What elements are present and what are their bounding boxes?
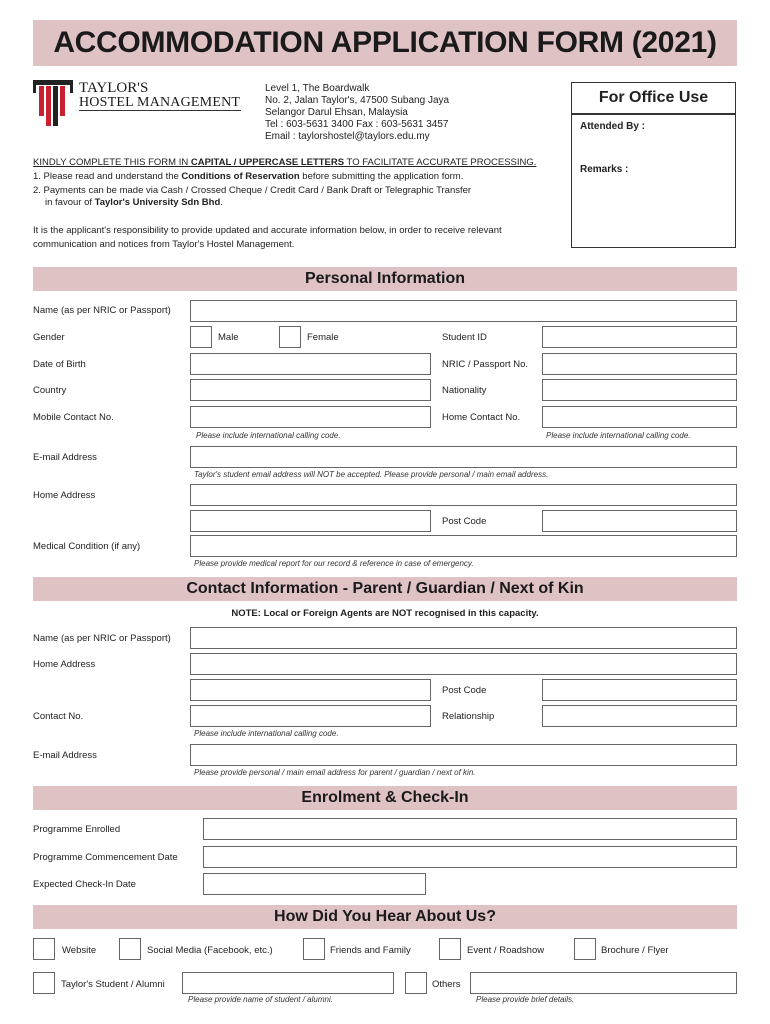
student-name-field[interactable] — [182, 972, 394, 994]
others-hint: Please provide brief details. — [476, 995, 575, 1004]
home-address-field-2[interactable] — [190, 510, 431, 532]
instruction-capital-letters: KINDLY COMPLETE THIS FORM IN CAPITAL / UPPERCASE LETTERS TO FACILITATE ACCURATE PROCESSING. — [33, 157, 537, 168]
guardian-email-label: E-mail Address — [33, 750, 97, 761]
dob-label: Date of Birth — [33, 359, 86, 370]
mobile-label: Mobile Contact No. — [33, 412, 114, 423]
nric-label: NRIC / Passport No. — [442, 359, 529, 370]
friends-family-label: Friends and Family — [330, 945, 411, 956]
others-field[interactable] — [470, 972, 737, 994]
gender-female-label: Female — [307, 332, 339, 343]
home-contact-hint: Please include international calling code. — [546, 431, 691, 440]
responsibility-line-1: It is the applicant's responsibility to provide updated and accurate information below, in order to receive relevant — [33, 225, 502, 236]
guardian-name-field[interactable] — [190, 627, 737, 649]
relationship-label: Relationship — [442, 711, 495, 722]
guardian-email-field[interactable] — [190, 744, 737, 766]
medical-hint: Please provide medical report for our record & reference in case of emergency. — [194, 559, 474, 568]
student-id-field[interactable] — [542, 326, 737, 348]
applicant-name-label: Name (as per NRIC or Passport) — [33, 305, 171, 316]
commencement-field[interactable] — [203, 846, 737, 868]
gender-label: Gender — [33, 332, 65, 343]
student-id-label: Student ID — [442, 332, 487, 343]
guardian-post-code-label: Post Code — [442, 685, 487, 696]
programme-field[interactable] — [203, 818, 737, 840]
website-label: Website — [62, 945, 97, 956]
gender-female-checkbox[interactable] — [279, 326, 301, 348]
brochure-checkbox[interactable] — [574, 938, 596, 960]
commencement-label: Programme Commencement Date — [33, 852, 178, 863]
post-code-label: Post Code — [442, 516, 487, 527]
home-contact-field[interactable] — [542, 406, 737, 428]
student-name-hint: Please provide name of student / alumni. — [188, 995, 333, 1004]
dob-field[interactable] — [190, 353, 431, 375]
address-line-3: Selangor Darul Ehsan, Malaysia — [265, 107, 408, 118]
nric-field[interactable] — [542, 353, 737, 375]
nationality-field[interactable] — [542, 379, 737, 401]
email-field[interactable] — [190, 446, 737, 468]
section-heading: Enrolment & Check-In — [301, 789, 469, 806]
social-media-label: Social Media (Facebook, etc.) — [147, 945, 273, 956]
relationship-field[interactable] — [542, 705, 737, 727]
logo-text-taylors: TAYLOR'S — [79, 80, 149, 96]
logo-mark-icon — [33, 80, 73, 128]
event-roadshow-label: Event / Roadshow — [467, 945, 545, 956]
home-address-field-1[interactable] — [190, 484, 737, 506]
instruction-2-cont: in favour of Taylor's University Sdn Bhd. — [45, 197, 223, 208]
section-contact-information — [33, 577, 737, 601]
post-code-field[interactable] — [542, 510, 737, 532]
mobile-hint: Please include international calling code. — [196, 431, 341, 440]
website-checkbox[interactable] — [33, 938, 55, 960]
gender-male-label: Male — [218, 332, 239, 343]
address-line-2: No. 2, Jalan Taylor's, 47500 Subang Jaya — [265, 95, 450, 106]
others-checkbox[interactable] — [405, 972, 427, 994]
responsibility-line-2: communication and notices from Taylor's Hostel Management. — [33, 239, 295, 250]
taylors-student-label: Taylor's Student / Alumni — [61, 979, 165, 990]
home-contact-label: Home Contact No. — [442, 412, 521, 423]
guardian-email-hint: Please provide personal / main email address for parent / guardian / next of kin. — [194, 768, 476, 777]
office-use-title: For Office Use — [598, 89, 709, 106]
home-address-label: Home Address — [33, 490, 96, 501]
gender-male-checkbox[interactable] — [190, 326, 212, 348]
guardian-address-label: Home Address — [33, 659, 96, 670]
instruction-1: 1. Please read and understand the Conditions of Reservation before submitting the application form. — [33, 171, 464, 182]
section-how-did-you-hear — [33, 905, 737, 929]
form-title: ACCOMMODATION APPLICATION FORM (2021) — [53, 26, 717, 59]
email-label: E-mail Address — [33, 452, 97, 463]
logo-text-hostel: HOSTEL MANAGEMENT — [79, 95, 241, 110]
title-bar — [33, 20, 737, 66]
section-heading: Contact Information - Parent / Guardian / Next of Kin — [186, 580, 584, 597]
medical-label: Medical Condition (if any) — [33, 541, 141, 552]
guardian-contact-hint: Please include international calling code. — [194, 729, 339, 738]
instruction-2: 2. Payments can be made via Cash / Crossed Cheque / Credit Card / Bank Draft or Telegraphic Transfer — [33, 185, 472, 196]
checkin-field[interactable] — [203, 873, 426, 895]
checkin-label: Expected Check-In Date — [33, 879, 136, 890]
applicant-name-field[interactable] — [190, 300, 737, 322]
country-label: Country — [33, 385, 67, 396]
remarks-label: Remarks : — [580, 164, 629, 175]
guardian-contact-label: Contact No. — [33, 711, 84, 722]
nationality-label: Nationality — [442, 385, 487, 396]
taylors-student-checkbox[interactable] — [33, 972, 55, 994]
country-field[interactable] — [190, 379, 431, 401]
address-email: Email : taylorshostel@taylors.edu.my — [265, 131, 430, 142]
office-divider — [572, 113, 735, 115]
section-enrolment — [33, 786, 737, 810]
section-heading: Personal Information — [304, 270, 466, 287]
logo-divider — [79, 110, 241, 111]
guardian-address-field-2[interactable] — [190, 679, 431, 701]
address-line-1: Level 1, The Boardwalk — [265, 83, 370, 94]
others-label: Others — [432, 979, 461, 990]
section-heading: How Did You Hear About Us? — [274, 908, 496, 925]
friends-family-checkbox[interactable] — [303, 938, 325, 960]
guardian-post-code-field[interactable] — [542, 679, 737, 701]
guardian-address-field-1[interactable] — [190, 653, 737, 675]
social-media-checkbox[interactable] — [119, 938, 141, 960]
taylors-logo — [33, 80, 73, 133]
guardian-contact-field[interactable] — [190, 705, 431, 727]
section-personal-information — [33, 267, 737, 291]
event-roadshow-checkbox[interactable] — [439, 938, 461, 960]
email-hint: Taylor's student email address will NOT be accepted. Please provide personal / main email address. — [194, 470, 549, 479]
office-use-box — [571, 82, 736, 248]
medical-field[interactable] — [190, 535, 737, 557]
mobile-field[interactable] — [190, 406, 431, 428]
programme-label: Programme Enrolled — [33, 824, 121, 835]
attended-by-label: Attended By : — [580, 121, 645, 132]
address-tel-fax: Tel : 603-5631 3400 Fax : 603-5631 3457 — [265, 119, 449, 130]
guardian-name-label: Name (as per NRIC or Passport) — [33, 633, 171, 644]
agents-note: NOTE: Local or Foreign Agents are NOT recognised in this capacity. — [231, 608, 539, 619]
brochure-label: Brochure / Flyer — [601, 945, 669, 956]
